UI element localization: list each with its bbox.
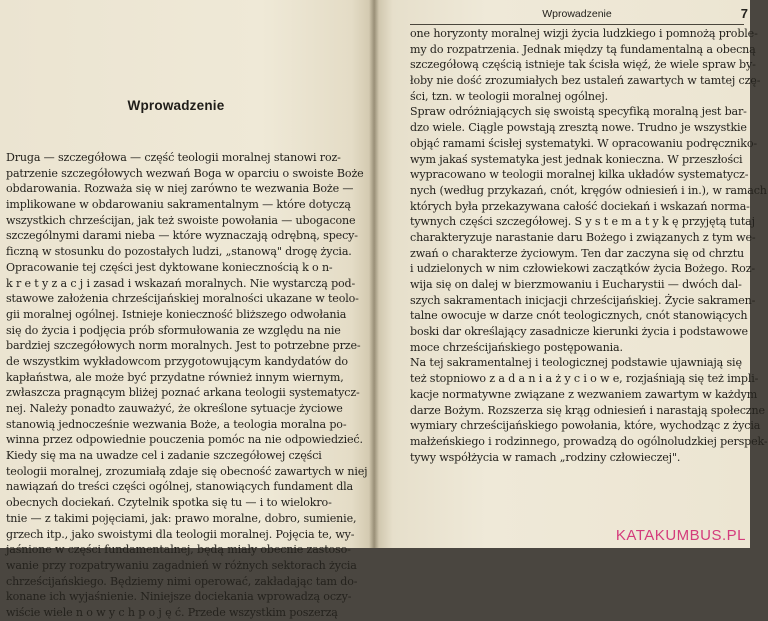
text-line: Spraw odróżniających się swoistą specyfiką moralną jest bar- [410,105,747,119]
text-line: tywy współżycia w ramach „rodziny człowieczej". [410,450,681,464]
text-line: nawiązań do treści części ogólnej, stanowiących fundament dla [6,480,354,494]
text-line: ficzną w stosunku do pozostałych ludzi, „stanową" drogę życia. [6,245,352,259]
text-line: teologii moralnej, zrozumiałą zdaje się obecność zawartych w niej [6,464,368,478]
text-line: kapłaństwa, ale może być przydatne również innym wiernym, [6,370,344,384]
text-line: darze Bożym. Rozszerza się krąg odniesień i narastają społeczne [410,403,765,417]
text-line: wanie przy rozpatrywaniu zagadnień w różnych sektorach życia [6,558,357,572]
right-page [374,0,768,548]
text-line: de wszystkim wykładowcom przygotowującym kandydatów do [6,354,348,368]
text-line: stawowe założenia chrześcijańskiej moralności ukazane w teolo- [6,292,359,306]
text-line: się do życia i podjęcia prób sformułowania ze względu na nie [6,323,341,337]
text-line: konane ich wyjaśnienie. Niniejsze dociekania wprowadzą oczy- [6,590,352,604]
text-line: których była przekazywana całość dociekań i wskazań norma- [410,199,750,213]
text-line: tywnych części szczegółowej. S y s t e m a t y k ę przyjętą tutaj [410,215,755,229]
text-line: grzech itp., jako swoistymi dla teologii moralnej. Pojęcia te, wy- [6,527,355,541]
text-line: wiście wiele n o w y c h p o j ę ć. Przede wszystkim poszerzą [6,605,338,619]
watermark-text: KATAKUMBUS.PL [615,527,746,544]
right-page-body [410,26,768,465]
text-line: wym jakaś systematyka jest jednak konieczna. W przeszłości [410,152,743,166]
text-line: objąć ramami ścisłej systematyki. W opracowaniu podręczniko- [410,136,757,150]
text-line: wypracowano w teologii moralnej kilka układów systematycz- [410,168,749,182]
text-line: małżeńskiego i rodzinnego, prowadzą do ogólnoludzkiej perspek- [410,434,768,448]
text-line: szczególnymi darami nieba — które wyznaczają odrębną, specy- [6,229,358,243]
text-line: winna przez odpowiednie pouczenia pomóc na nie odpowiedzieć. [6,433,363,447]
text-line: szych sakramentach inicjacji chrześcijańskiej. Życie sakramen- [410,293,756,307]
text-line: bardziej szczegółowych norm moralnych. Jest to potrzebne prze- [6,339,361,353]
chapter-title: Wprowadzenie [127,98,225,113]
text-line: my do rozpatrzenia. Jednak między tą fundamentalną a obecną [410,42,756,56]
text-line: kacje normatywne związane z wezwaniem zawartym w każdym [410,387,758,401]
text-line: też stopniowo z a d a n i a ż y c i o w e, rozjaśniają się też impli- [410,372,759,386]
text-line: zwań o charakterze życiowym. Ten dar zaczyna się od chrztu [410,246,745,260]
book-gutter [369,0,379,548]
text-line: stanowią jednocześnie wezwania Boże, a teologia moralna po- [6,417,347,431]
text-line: obecnych dociekań. Czytelnik spotka się tu — i to wielokro- [6,496,332,510]
text-line: Kiedy się ma na uwadze cel i zadanie szczegółowej części [6,449,322,463]
text-line: wymiary chrześcijańskiego powołania, które, wychodząc z życia [410,419,761,433]
text-line: patrzenie szczegółowych wezwań Boga w oparciu o swoiste Boże [6,166,364,180]
page-number: 7 [740,6,748,21]
text-line: łoby nie dość zrozumiałych bez ustaleń zawartych w tamtej czę- [410,74,761,88]
text-line: nej. Należy ponadto zauważyć, że określone sytuacje życiowe [6,402,343,415]
text-line: Na tej sakramentalnej i teologicznej podstawie ujawniają się [410,356,742,370]
text-line: talne owocuje w darze cnót teologicznych, cnót stanowiących [410,309,748,323]
left-page-body [6,150,368,621]
text-line: Druga — szczegółowa — część teologii moralnej stanowi roz- [6,151,341,164]
text-line: k r e t y z a c j i zasad i wskazań moralnych. Nie wystarczą pod- [6,276,356,290]
text-line: boski dar określający zasadnicze kierunki życia i podstawowe [410,325,748,339]
text-line: ści, tzn. w teologii moralnej ogólnej. [410,89,609,103]
text-line: obdarowania. Rozważa się w niej zarówno te wezwania Boże — [6,182,354,196]
text-line: one horyzonty moralnej wizji życia ludzkiego i pomnożą proble- [410,27,758,40]
text-line: zwłaszcza pragnącym bliżej poznać arkana teologii systematycz- [6,386,360,400]
text-line: charakteryzuje narastanie daru Bożego i związanych z tym we- [410,230,756,244]
text-line: Opracowanie tej części jest dyktowane koniecznością k o n- [6,260,333,274]
text-line: gii moralnej ogólnej. Istnieje konieczność bliższego odwołania [6,307,347,321]
text-line: i udzielonych w nim człowiekowi zaczątków życia Bożego. Roz- [410,262,756,276]
text-line: wszystkich chrześcijan, jak też swoiste powołania — ubogacone [6,213,356,227]
text-line: jaśnione w części fundamentalnej, będą miały obecnie zastoso- [6,543,351,557]
text-line: implikowane w obdarowaniu sakramentalnym — które dotyczą [6,198,351,212]
running-head [410,6,748,25]
left-page [0,0,374,619]
text-line: szczegółową częścią istnieje tak ścisła więź, że wiele spraw by- [410,58,756,72]
text-line: tnie — z takimi pojęciami, jak: prawo moralne, dobro, sumienie, [6,511,357,525]
text-line: dzo wiele. Ciągle powstają zresztą nowe. Trudno je wszystkie [410,121,747,135]
text-line: moce chrześcijańskiego postępowania. [410,340,623,354]
text-line: nych (według przykazań, cnót, kręgów odniesień i in.), w ramach [410,183,767,197]
running-head-title: Wprowadzenie [542,8,612,20]
text-line: chrześcijańskiego. Będziemy nimi operować, zakładając tam do- [6,574,358,588]
text-line: wija się on dalej w bierzmowaniu i Eucharystii — dwóch dal- [410,278,742,291]
